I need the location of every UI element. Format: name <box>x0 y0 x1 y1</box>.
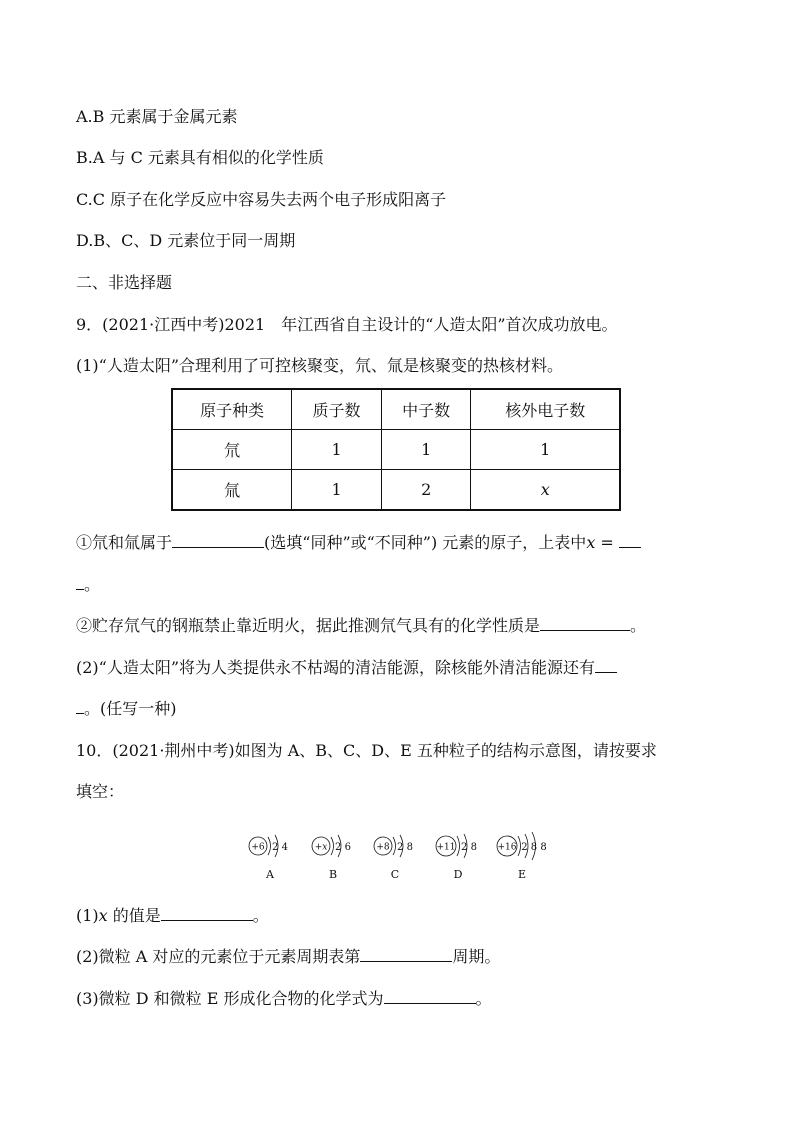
answer-blank[interactable] <box>360 946 452 962</box>
answer-blank[interactable] <box>540 615 630 631</box>
answer-blank[interactable] <box>161 905 253 921</box>
question-9-part2 <box>76 657 617 679</box>
electron-shells: 2 6 <box>335 842 351 853</box>
table-cell: 氚 <box>172 470 292 511</box>
section-title: 二、非选择题 <box>76 273 173 292</box>
answer-blank[interactable] <box>76 574 84 590</box>
part2-text: (2)“人造太阳”将为人类提供永不枯竭的清洁能源，除核能外清洁能源还有 <box>76 658 596 677</box>
answer-blank[interactable] <box>76 698 84 714</box>
electron-shells: 2 8 8 <box>521 842 547 853</box>
sub1-text-a: ①氘和氚属于 <box>76 533 173 552</box>
q10-sub2-text: (2)微粒 A 对应的元素位于元素周期表第 <box>76 947 361 966</box>
particle-d <box>436 834 477 881</box>
part2-end: 。(任写一种) <box>84 699 177 718</box>
nucleus-charge: +6 <box>251 842 265 853</box>
table-row <box>172 470 620 511</box>
question-10-sub2 <box>76 946 500 968</box>
option-b: B.A 与 C 元素具有相似的化学性质 <box>76 148 324 167</box>
particle-a <box>249 835 288 881</box>
table-header-cell: 中子数 <box>381 389 471 430</box>
table-header-cell: 原子种类 <box>172 389 292 430</box>
question-10-stem: 10．(2021·荆州中考)如图为 A、B、C、D、E 五种粒子的结构示意图，请按要求 <box>76 741 657 760</box>
table-header-cell: 质子数 <box>292 389 382 430</box>
table-header-row <box>172 389 620 430</box>
question-9-sub2 <box>76 615 646 637</box>
q10-sub1-end: 。 <box>252 906 269 925</box>
question-9-part2-cont <box>76 698 177 720</box>
question-10-sub3 <box>76 988 492 1010</box>
sub1-variable: x <box>586 533 596 552</box>
q10-sub2-end: 周期。 <box>452 947 501 966</box>
sub2-text: ②贮存氘气的钢瓶禁止靠近明火，据此推测氘气具有的化学性质是 <box>76 616 541 635</box>
table-cell: x <box>471 470 620 511</box>
option-c: C.C 原子在化学反应中容易失去两个电子形成阳离子 <box>76 190 447 209</box>
nucleus-charge: +x <box>314 842 328 853</box>
particle-b <box>312 835 351 881</box>
answer-blank[interactable] <box>172 532 264 548</box>
particle-label: C <box>390 868 400 881</box>
answer-blank[interactable] <box>595 657 617 673</box>
question-9-sub1 <box>76 532 641 554</box>
q10-sub1-text-a: (1) <box>76 906 99 925</box>
table-cell: 氘 <box>172 430 292 470</box>
option-a: A.B 元素属于金属元素 <box>76 107 238 126</box>
table-cell: 1 <box>292 470 382 511</box>
table-header-cell: 核外电子数 <box>471 389 620 430</box>
table-cell: 1 <box>292 430 382 470</box>
answer-blank[interactable] <box>619 532 641 548</box>
isotope-table <box>171 388 621 511</box>
table-cell: 1 <box>471 430 620 470</box>
particle-c <box>374 835 413 881</box>
nucleus-charge: +8 <box>376 842 390 853</box>
sub1-text-b: (选填“同种”或“不同种”) 元素的原子，上表中 <box>264 533 587 552</box>
nucleus-charge: +16 <box>497 842 517 853</box>
particle-label: D <box>453 868 463 881</box>
table-cell: 1 <box>381 430 471 470</box>
atomic-structure-diagram <box>240 826 560 884</box>
electron-shells: 2 4 <box>272 842 288 853</box>
particle-label: A <box>266 868 274 881</box>
nucleus-charge: +11 <box>436 842 456 853</box>
question-9-part1: (1)“人造太阳”合理利用了可控核聚变，氘、氚是核聚变的热核材料。 <box>76 356 564 375</box>
q10-sub1-text-b: 的值是 <box>107 906 161 925</box>
table-row <box>172 430 620 470</box>
question-10-stem-cont: 填空： <box>76 782 125 801</box>
question-10-sub1 <box>76 905 269 927</box>
q10-sub1-variable: x <box>98 906 108 925</box>
particle-e <box>497 832 547 881</box>
q10-sub3-text: (3)微粒 D 和微粒 E 形成化合物的化学式为 <box>76 989 384 1008</box>
particle-label: E <box>517 868 527 881</box>
q10-sub3-end: 。 <box>475 989 492 1008</box>
question-9-stem: 9．(2021·江西中考)2021 年江西省自主设计的“人造太阳”首次成功放电。 <box>76 315 618 334</box>
question-9-sub1-cont <box>76 574 100 596</box>
sub1-end: 。 <box>84 575 101 594</box>
table-cell: 2 <box>381 470 471 511</box>
sub2-end: 。 <box>630 616 647 635</box>
particle-label: B <box>328 868 338 881</box>
electron-shells: 2 8 <box>461 842 477 853</box>
electron-shells: 2 8 <box>397 842 413 853</box>
option-d: D.B、C、D 元素位于同一周期 <box>76 231 296 250</box>
sub1-text-c: = <box>595 533 619 552</box>
answer-blank[interactable] <box>384 988 476 1004</box>
